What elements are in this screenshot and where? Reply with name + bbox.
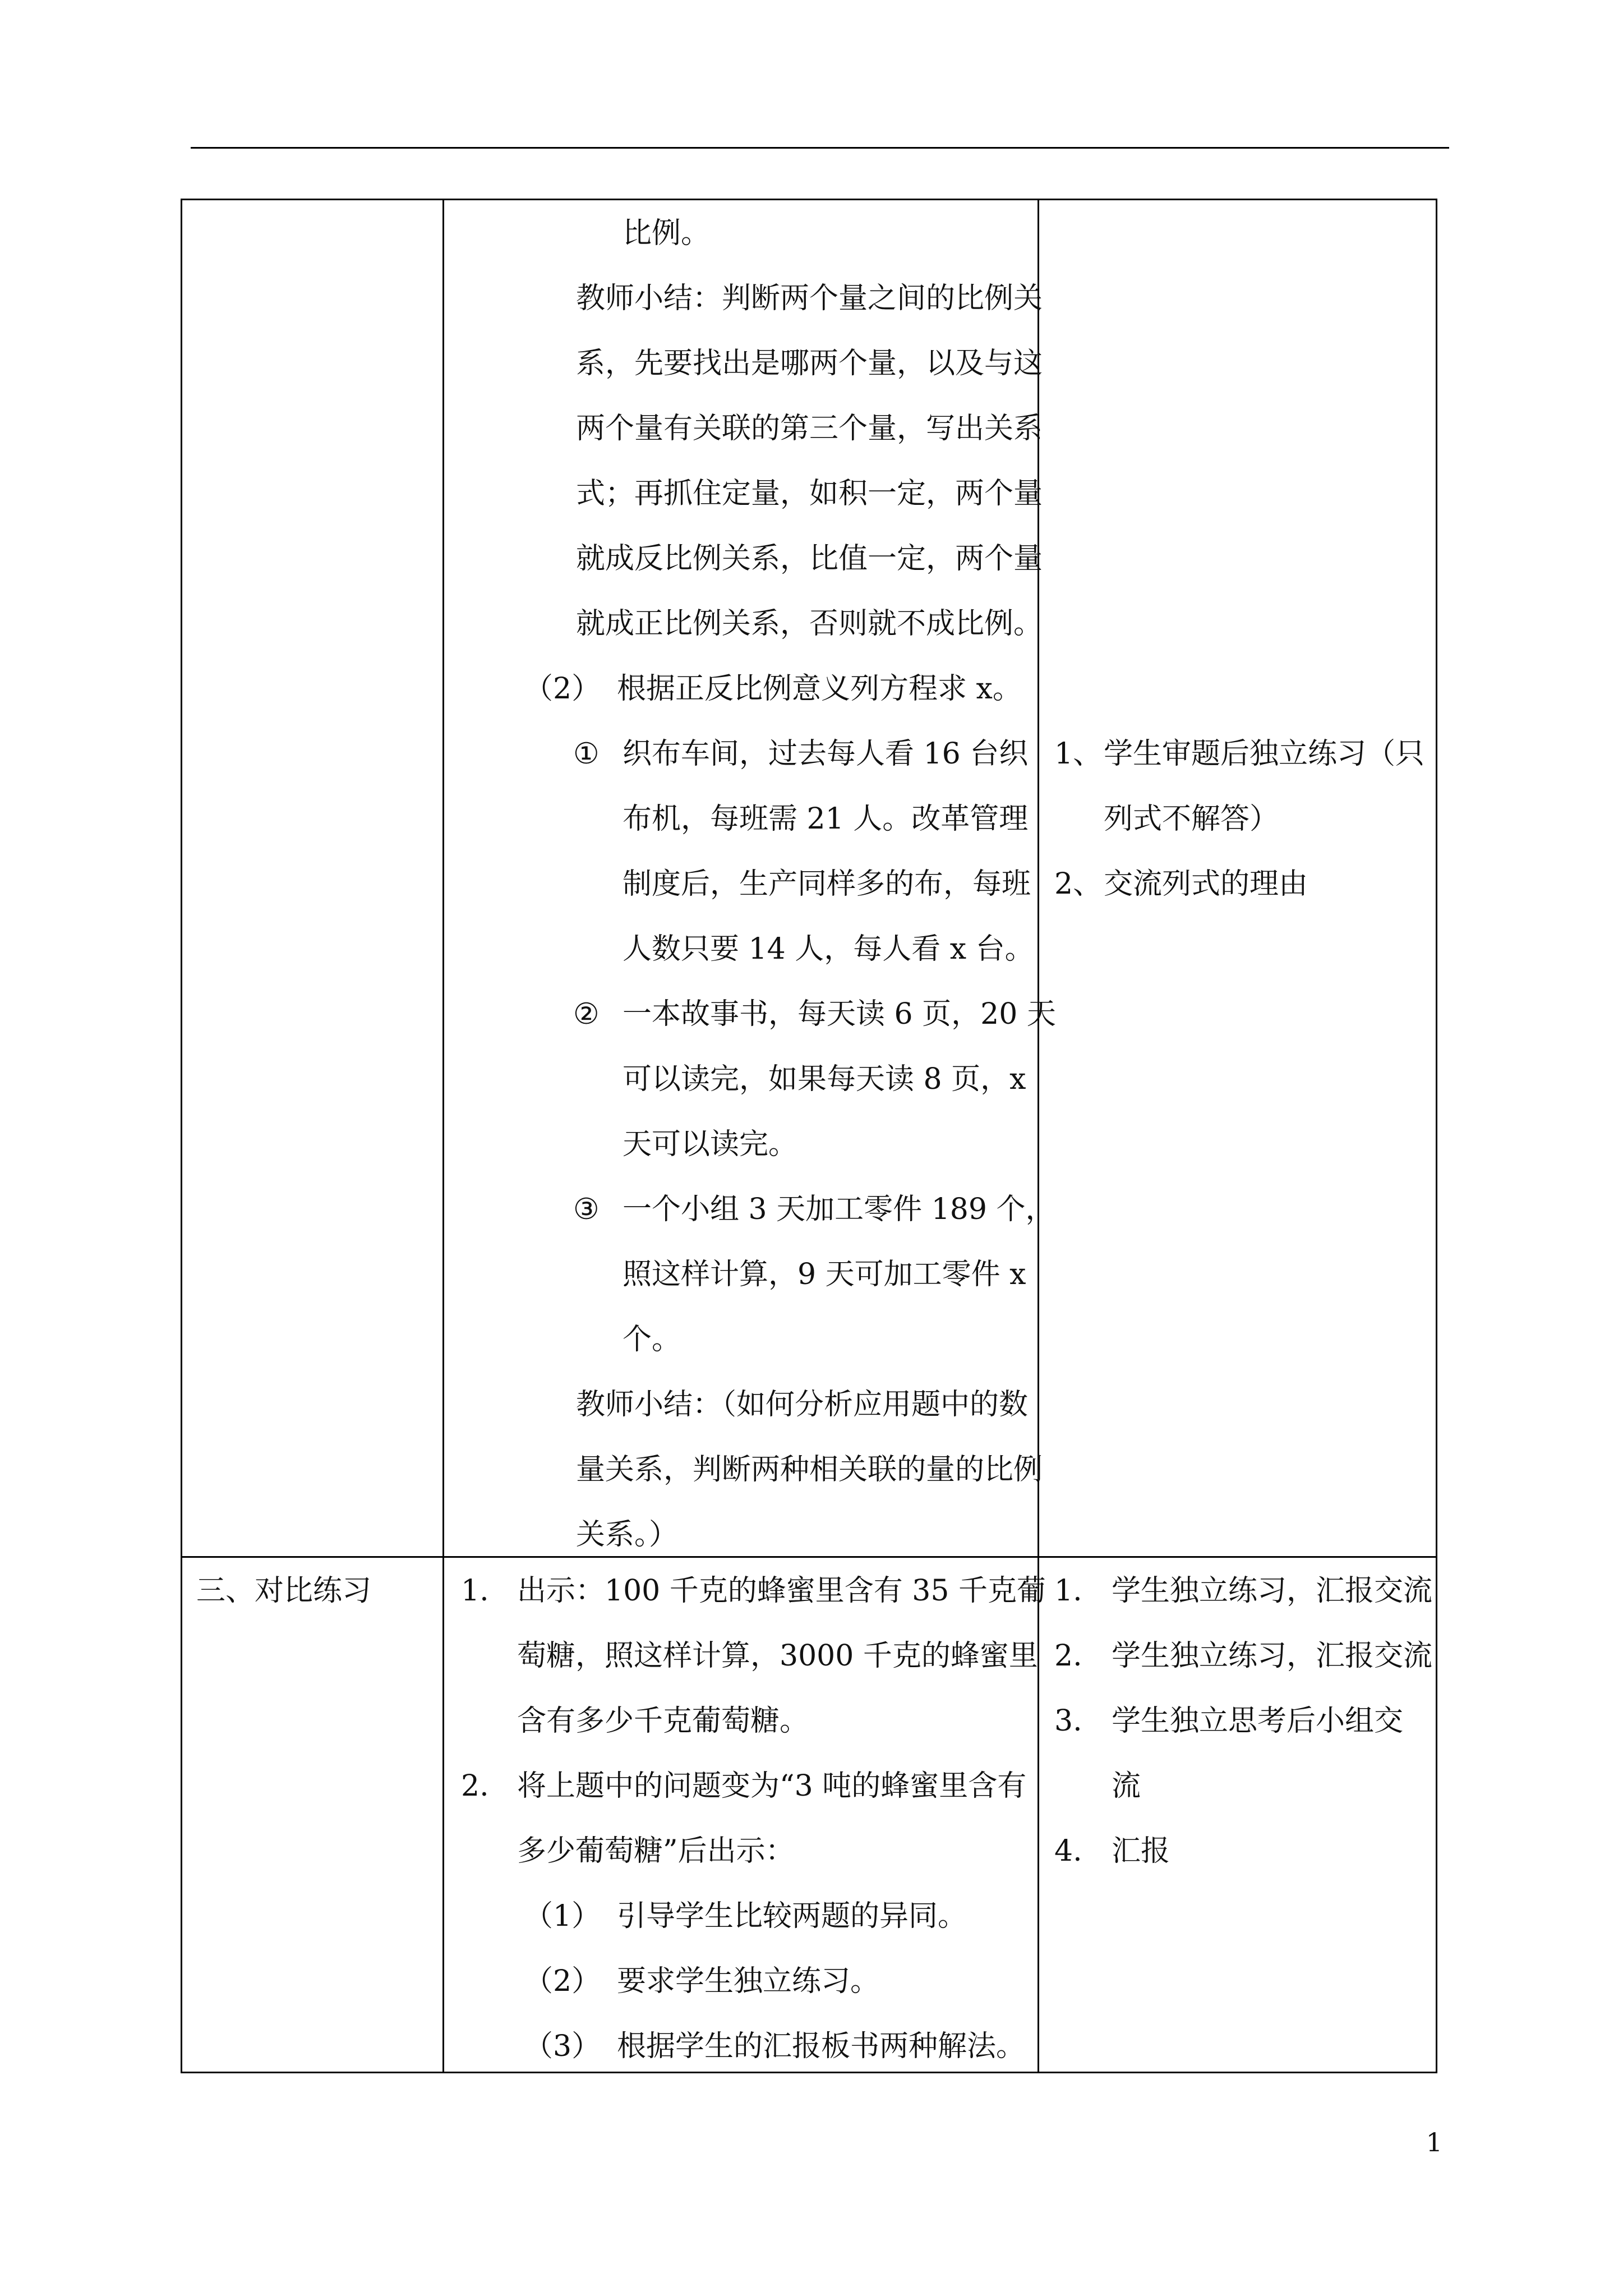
text-line: 就成反比例关系，比值一定，两个量 [576, 542, 1043, 576]
page-number: 1 [1426, 2127, 1442, 2157]
teacher-summary-line: 教师小结：判断两个量之间的比例关 [576, 282, 1043, 315]
student-activity: 流 [1112, 1769, 1141, 1803]
item-number: 1. [461, 1574, 489, 1608]
table-cell-r1-c1 [181, 199, 444, 1558]
item-number: （1） [524, 1899, 601, 1933]
exercise-line: 萄糖，照这样计算，3000 千克的蜂蜜里 [517, 1639, 1038, 1673]
teacher-summary-line: 教师小结：（如何分析应用题中的数 [576, 1388, 1029, 1421]
text-line: 就成正比例关系，否则就不成比例。 [576, 607, 1043, 641]
exercise-line: 一本故事书，每天读 6 页，20 天 [623, 997, 1056, 1031]
student-activity: 汇报 [1112, 1834, 1170, 1868]
item-number: 2、 [1054, 867, 1103, 901]
text-line: 量关系，判断两种相关联的量的比例 [576, 1453, 1043, 1487]
exercise-line: 可以读完，如果每天读 8 页，x [623, 1062, 1026, 1096]
student-activity: 学生独立练习，汇报交流 [1112, 1574, 1433, 1608]
exercise-line: 织布车间，过去每人看 16 台织 [623, 737, 1029, 771]
item-number: （2） [524, 672, 601, 706]
item-text: 要求学生独立练习。 [617, 1964, 880, 1998]
student-activity: 交流列式的理由 [1104, 867, 1308, 901]
table-cell-r2-c3 [1038, 1556, 1437, 2073]
circled-number: ① [573, 737, 600, 771]
exercise-line: 个。 [623, 1323, 681, 1356]
student-activity: 学生独立练习，汇报交流 [1112, 1639, 1433, 1673]
exercise-line: 多少葡萄糖”后出示： [517, 1834, 795, 1868]
item-number: 1. [1054, 1574, 1082, 1608]
item-number: （3） [524, 2030, 601, 2063]
text-line: 式；再抓住定量，如积一定，两个量 [576, 477, 1043, 510]
item-text: 根据学生的汇报板书两种解法。 [617, 2030, 1026, 2063]
exercise-line: 照这样计算，9 天可加工零件 x [623, 1258, 1026, 1291]
section-title: 三、对比练习 [196, 1574, 372, 1608]
exercise-line: 制度后，生产同样多的布，每班 [623, 867, 1031, 901]
exercise-line: 一个小组 3 天加工零件 189 个， [623, 1193, 1055, 1226]
exercise-line: 布机，每班需 21 人。改革管理 [623, 802, 1029, 836]
item-number: 4. [1054, 1834, 1082, 1868]
student-activity: 学生独立思考后小组交 [1112, 1704, 1404, 1738]
text-line: 关系。） [576, 1518, 679, 1552]
exercise-line: 天可以读完。 [623, 1128, 798, 1161]
item-number: 3. [1054, 1704, 1082, 1738]
item-text: 根据正反比例意义列方程求 x。 [617, 672, 1022, 706]
item-number: （2） [524, 1964, 601, 1998]
student-activity: 列式不解答） [1104, 802, 1279, 836]
header-rule [191, 147, 1449, 149]
circled-number: ② [573, 997, 600, 1031]
table-cell-r2-c1 [181, 1556, 444, 2073]
item-number: 2. [461, 1769, 489, 1803]
text-line: 比例。 [623, 217, 711, 250]
circled-number: ③ [573, 1193, 600, 1226]
text-line: 系，先要找出是哪两个量，以及与这 [576, 347, 1043, 380]
exercise-line: 含有多少千克葡萄糖。 [517, 1704, 809, 1738]
exercise-line: 将上题中的问题变为“3 吨的蜂蜜里含有 [517, 1769, 1027, 1803]
text-line: 两个量有关联的第三个量，写出关系 [576, 412, 1043, 445]
student-activity: 学生审题后独立练习（只 [1104, 737, 1425, 771]
item-number: 2. [1054, 1639, 1082, 1673]
item-text: 引导学生比较两题的异同。 [617, 1899, 967, 1933]
exercise-line: 人数只要 14 人，每人看 x 台。 [623, 932, 1034, 966]
item-number: 1、 [1054, 737, 1103, 771]
exercise-line: 出示：100 千克的蜂蜜里含有 35 千克葡 [517, 1574, 1046, 1608]
